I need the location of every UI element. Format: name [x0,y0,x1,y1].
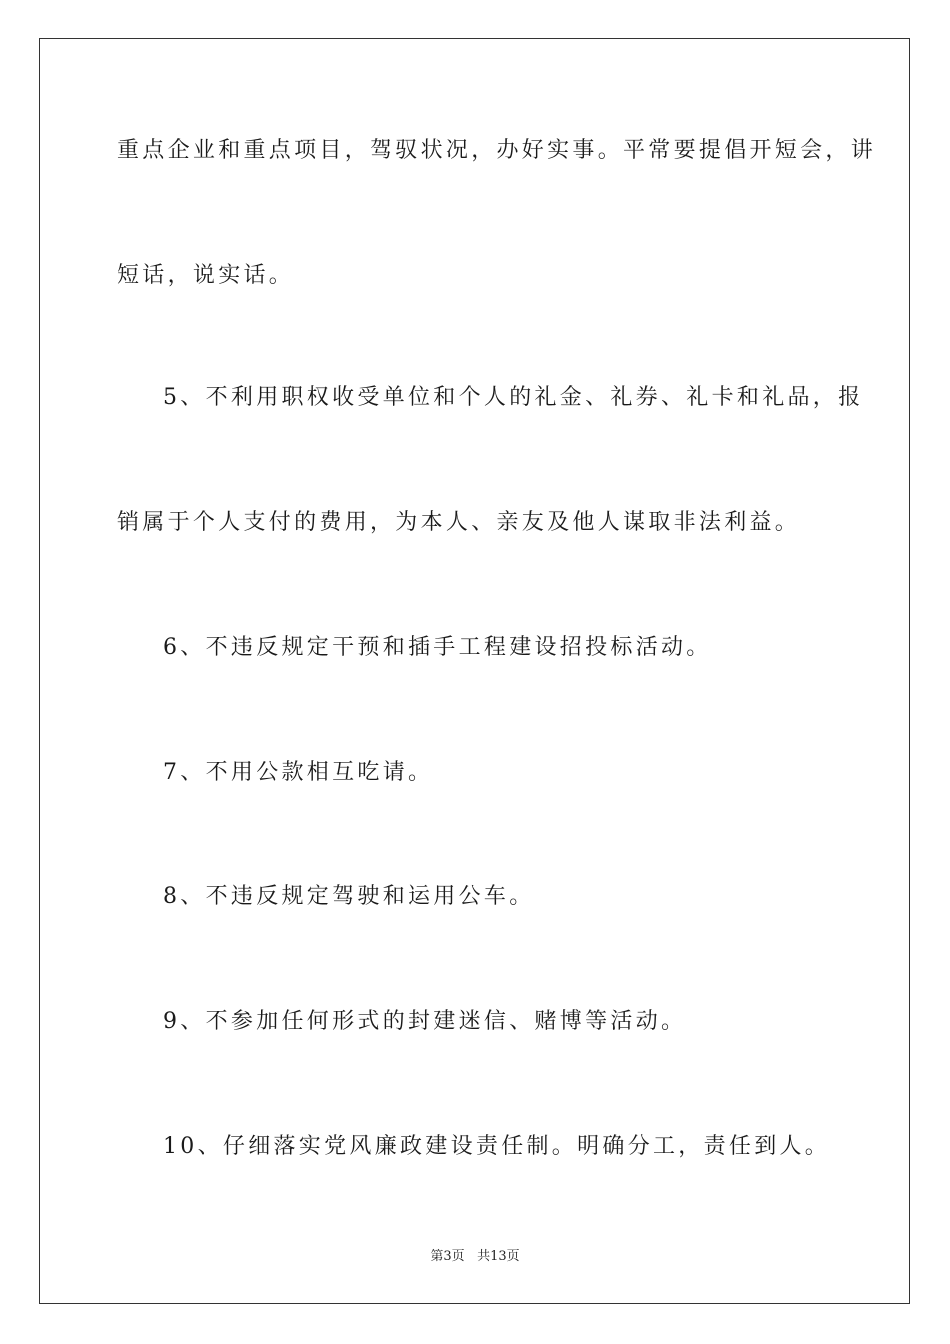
page-number-total: 共13页 [477,1249,520,1264]
list-item-8: 8、不违反规定驾驶和运用公车。 [163,884,535,909]
paragraph-line: 重点企业和重点项目，驾驭状况，办好实事。平常要提倡开短会，讲 [117,138,877,163]
page-border [39,38,910,1304]
paragraph-line: 销属于个人支付的费用，为本人、亲友及他人谋取非法利益。 [117,510,801,535]
page-number-current: 第3页 [430,1249,465,1264]
page-footer [0,1245,950,1264]
list-item-5: 5、不利用职权收受单位和个人的礼金、礼券、礼卡和礼品，报 [163,385,864,410]
paragraph-line: 短话，说实话。 [117,263,295,288]
list-item-6: 6、不违反规定干预和插手工程建设招投标活动。 [163,635,712,660]
list-item-10: 10、仔细落实党风廉政建设责任制。明确分工，责任到人。 [163,1134,831,1159]
list-item-9: 9、不参加任何形式的封建迷信、赌博等活动。 [163,1009,687,1034]
list-item-7: 7、不用公款相互吃请。 [163,760,434,785]
